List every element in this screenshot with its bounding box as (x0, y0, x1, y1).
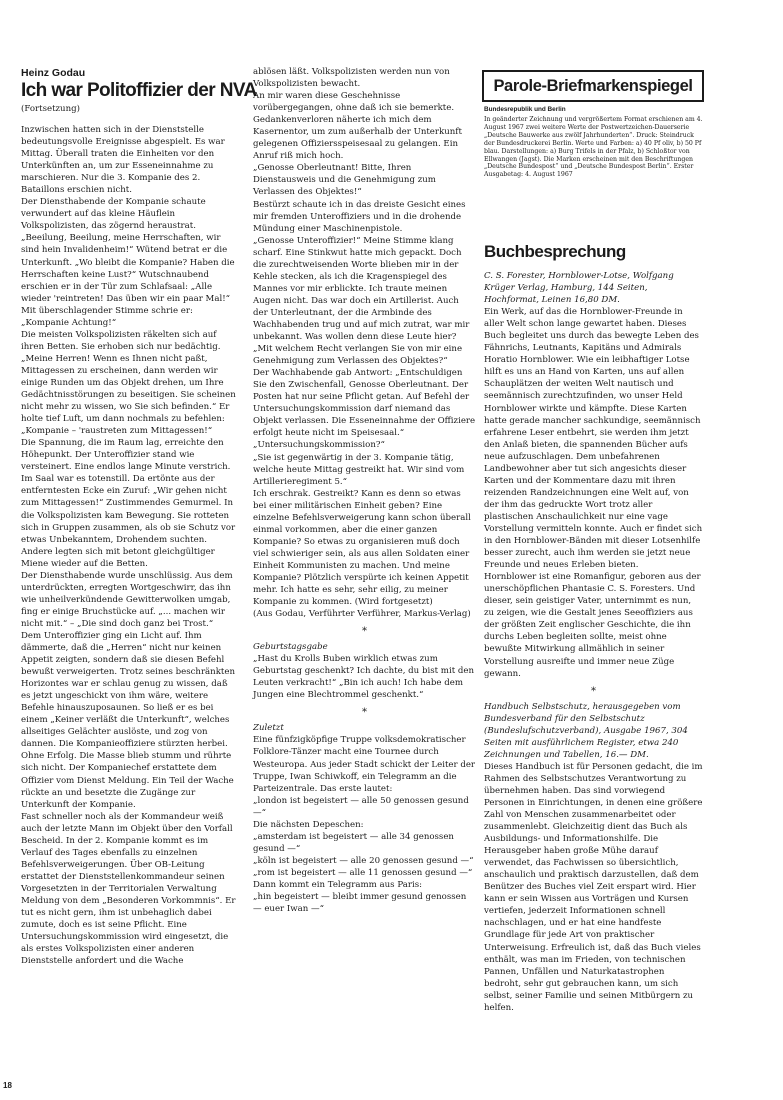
page-number: 18 (3, 1081, 12, 1090)
article-paragraph: ablösen läßt. Volkspolizisten werden nun von Volkspolizisten bewacht. (253, 67, 450, 90)
article-paragraph: Fast schneller noch als der Kommandeur weiß auch der letzte Mann im Objekt über den Vorfall Bescheid. In der 2. Kompanie kommt es im Verlauf des Tages ebenfalls zu einzelnen Befehlsverweigerungen. Über OB-Leitung erstattet der Dienststellenkommandeur seinen Vorgesetzten in der Territorialen Verwaltung Meldung von dem „Besonderen Vorkommnis“. Er tut es nicht gern, ihm ist unbehaglich dabei zumute, doch es ist seine Pflicht. Eine Untersuchungskommission wird eingesetzt, die als erstes Volkspolizisten einer anderen Dienststelle anfordert und die Wache (21, 811, 236, 967)
stamps-text: In geänderter Zeichnung und vergrößertem Format erschienen am 4. August 1967 zwei weitere Werte der Postwertzeichen-Dauerserie „Deutsche Bauwerke aus zwölf Jahrhunderten“. Druck: Steindruck der Bundesdruckerei Berlin. Werte und Farben: a) 40 Pf oliv, b) 50 Pf blau. Darstellungen: a) Burg Trifels in der Pfalz, b) Schloßtor von Ellwangen (Jagst). Die Marken erscheinen mit den Beschriftungen „Deutsche Bundespost“ und „Deutsche Bundespost Berlin“. Erster Ausgabetag: 4. August 1967 (484, 116, 703, 179)
article-title: Ich war Politoffizier der NVA (21, 80, 257, 101)
stamps-subtitle: Bundesrepublik und Berlin (484, 106, 566, 113)
last-text: „rom ist begeistert — alle 11 genossen gesund —“ (253, 867, 473, 878)
article-source: (Aus Godau, Verführter Verführer, Markus-Verlag) (253, 609, 471, 620)
article-paragraph: Die Spannung, die im Raum lag, erreichte den Höhepunkt. Der Unteroffizier stand wie versteinert. Eine endlos lange Minute verstrich. Im Saal war es totenstill. Da ertönte aus der entferntesten Ecke ein Zuruf: „Wir gehen nicht zum Mittagessen!“ Zustimmendes Gemurmel. In die Volkspolizisten kam Bewegung. Sie rotteten sich in Gruppen zusammen, als ob sie Schutz vor etwas Unbekanntem, Drohendem suchten. Andere legten sich mit betont gleichgültiger Miene wieder auf die Betten. (21, 438, 236, 569)
review-paragraph: Dieses Handbuch ist für Personen gedacht, die im Rahmen des Selbstschutzes Verantwortung zu übernehmen haben. Das sind vorwiegend Personen in Einrichtungen, in denen eine größere Zahl von Menschen zusammenarbeitet oder zusammenlebt. Gleichzeitig dient das Buch als Ausbildungs- und Informationshilfe. Die Herausgeber haben große Mühe darauf verwendet, das Fachwissen so übersichtlich, anschaulich und praktisch darzustellen, daß dem Benützer des Buches viel Zeit erspart wird. Hier kann er sein Wissen aus Vorträgen und Kursen vertiefen, jederzeit Informationen schnell nachschlagen, und er hat eine handfeste Grundlage für jede Art von praktischer Unterweisung. Erfreulich ist, daß das Buch vieles enthält, was man im Frieden, von technischen Pannen, Unfällen und Naturkatastrophen bedroht, sehr gut gebrauchen kann, um sich selbst, seiner Familie und seinen Mitbürgern zu helfen. (484, 761, 703, 1013)
article-paragraph: „Sie ist gegenwärtig in der 3. Kompanie tätig, welche heute Mittag gestreikt hat. Wir sind vom Artillerieregiment 5.“ (253, 452, 465, 487)
article-paragraph: „Genosse Oberleutnant! Bitte, Ihren Dienstausweis und die Genehmigung zum Verlassen des Objektes!“ (253, 163, 436, 198)
last-text: Eine fünfzigköpfige Truppe volksdemokratischer Folklore-Tänzer macht eine Tournee durch Westeuropa. Aus jeder Stadt schickt der Leiter der Truppe, Iwan Schiwkoff, ein Telegramm an die Parteizentrale. Das erste lautet: (253, 735, 476, 794)
last-heading: Zuletzt (253, 723, 284, 734)
birthday-text: „Hast du Krolls Buben wirklich etwas zum Geburtstag geschenkt? Ich dachte, du bist mit den Leuten verkracht!“ „Bin ich auch! Ich habe dem Jungen eine Blechtrommel geschenkt.“ (253, 654, 474, 701)
last-text: „amsterdam ist begeistert — alle 34 genossen gesund —“ (253, 831, 454, 854)
last-text: „hin begeistert — bleibt immer gesund genossen — euer Iwan —“ (253, 892, 467, 915)
article-paragraph: Der Diensthabende der Kompanie schaute verwundert auf das kleine Häuflein Volkspolizisten, das zögernd heraustrat. „Beeilung, Beeilung, meine Herrschaften, wir sind hein Invalidenheim!“ Wütend betrat er die Unterkunft. „Wo bleibt die Kompanie? Haben die Herrschaften keine Lust?“ Wutschnaubend erschien er in der Tür zum Schlafsaal: „Alle wieder 'reintreten! Das üben wir ein paar Mal!“ Mit überschlagender Stimme schrie er: „Kompanie Achtung!“ (21, 197, 235, 328)
article-column-1 (21, 124, 239, 967)
book-reference: C. S. Forester, Hornblower-Lotse, Wolfgang Krüger Verlag, Hamburg, 144 Seiten, Hochformat, Leinen 16,80 DM. (484, 271, 674, 306)
separator-star: * (591, 685, 596, 697)
article-paragraph: Inzwischen hatten sich in der Dienststelle bedeutungsvolle Ereignisse abgespielt. Es war Mittag. Überall traten die Einheiten vor den Unterkünften an, um zur Esseneinnahme zu marschieren. Nur die 3. Kompanie des 2. Bataillons erschien nicht. (21, 125, 225, 196)
article-paragraph: Ich erschrak. Gestreikt? Kann es denn so etwas bei einer militärischen Einheit geben? Eine einzelne Befehlsverweigerung kann schon überall einmal vorkommen, aber die einer ganzen Kompanie? So etwas zu organisieren muß doch viel schwieriger sein, als aus allen Soldaten einer Einheit Kommunisten zu machen. Und meine Kompanie? Plötzlich verspürte ich keinen Appetit mehr. Ich hatte es sehr, sehr eilig, zu meiner Kompanie zu kommen. (Wird fortgesetzt) (253, 488, 471, 608)
article-author: Heinz Godau (21, 67, 86, 79)
article-paragraph: „Untersuchungskommission?“ (253, 440, 385, 451)
birthday-heading: Geburtstagsgabe (253, 642, 328, 653)
book-reference: Handbuch Selbstschutz, herausgegeben vom Bundesverband für den Selbstschutz (Bundeslufschutzverband), Ausgabe 1967, 304 Seiten mit ausführlichem Register, etwa 240 Zeichnungen und Tabellen, 16.— DM. (484, 701, 688, 760)
review-column (484, 270, 703, 1014)
review-heading: Buchbesprechung (484, 242, 626, 261)
separator-star: * (362, 707, 367, 719)
review-paragraph: Hornblower ist eine Romanfigur, geboren aus der unerschöpflichen Phantasie C. S. Foresters. Und dieser, sein geistiger Vater, unternimmt es nun, zu zeigen, wie die Gestalt jenes Seeoffiziers aus der größten Zeit englischer Geschichte, die ihn durchs Leben begleiten sollte, meist ohne bewußte Mitwirkung allmählich in seiner Vorstellung ausreifte und immer neue Züge gewann. (484, 572, 701, 679)
article-paragraph: Der Diensthabende wurde unschlüssig. Aus dem unterdrückten, erregten Wortgeschwirr, das ihn wie unheilverkündende Gewitterwolken umgab, fing er einige Bruchstücke auf. „... machen wir nicht mit.“ – „Die sind doch ganz bei Trost.“ (21, 570, 233, 629)
article-paragraph: Die meisten Volkspolizisten räkelten sich auf ihren Betten. Sie erhoben sich nur bedächtig. „Meine Herren! Wenn es Ihnen nicht paßt, Mittagessen zu erscheinen, dann werden wir einige Runden um das Objekt drehen, um Ihre Gedächtnisstörungen zu beseitigen. Sie scheinen nicht mehr zu wissen, wo Sie sich befinden.“ Er holte tief Luft, um dann nochmals zu befehlen: „Kompanie – 'raustreten zum Mittagessen!“ (21, 329, 236, 437)
article-continuation: (Fortsetzung) (21, 104, 80, 114)
article-paragraph: An mir waren diese Geschehnisse vorübergegangen, ohne daß ich sie bemerkte. Gedankenverloren näherte ich mich dem Kasernentor, um zum außerhalb der Unterkunft gelegenen Offiziersspeisesaal zu gelangen. Ein Anruf riß mich hoch. (253, 91, 462, 162)
last-text: „london ist begeistert — alle 50 genossen gesund —“ (253, 795, 469, 818)
review-paragraph: Ein Werk, auf das die Hornblower-Freunde in aller Welt schon lange gewartet haben. Dieses Buch begleitet uns durch das bewegte Leben des Fähnrichs, Leutnants, Kapitäns und Admirals Horatio Hornblower. Wie ein leibhaftiger Lotse hilft es uns an Hand von Karten, uns auf allen Schauplätzen der weiten Welt nautisch und seemännisch zurechtzufinden, wo unser Held Hornblower wirkte und kämpfte. Diese Karten hatte gerade mancher sachkundige, seemännisch erfahrene Leser entbehrt, sie werden ihm jetzt den Anlaß bieten, die spannenden Bücher aufs neue aufzuschlagen. Dem unbefahrenen Landbewohner aber tut sich angesichts dieser Karten und der Kommentare dazu mit ihren reizenden Randzeichnungen eine Welt auf, von der ihm das gedruckte Wort trotz aller plastischen Anschaulichkeit nur eine vage Vorstellung vermitteln konnte. Auch er findet sich in den Hornblower-Bänden mit dieser Lotsenhilfe besser zurecht, auch ihm werden sie jetzt neue Freunde und neues Erleben bieten. (484, 307, 703, 571)
article-paragraph: Bestürzt schaute ich in das dreiste Gesicht eines mir fremden Unteroffiziers und in die drohende Mündung einer Maschinenpistole. (253, 199, 466, 234)
last-text: Die nächsten Depeschen: (253, 819, 364, 830)
last-text: „köln ist begeistert — alle 20 genossen gesund —“ (253, 855, 474, 866)
article-paragraph: „Genosse Unteroffizier!“ Meine Stimme klang scharf. Eine Stinkwut hatte mich gepackt. Doch die zurechtweisenden Worte blieben mir in der Kehle stecken, als ich die Kragenspiegel des Mannes vor mir erblickte. Ich traute meinen Augen nicht. Das war doch ein Artillerist. Auch der Unterleutnant, der die Armbinde des Wachhabenden trug und auf mich zutrat, war mir unbekannt. Was wollen denn diese Leute hier? (253, 235, 470, 343)
stamps-heading: Parole-Briefmarkenspiegel (482, 70, 704, 102)
article-column-2 (253, 66, 476, 915)
article-paragraph: Dem Unteroffizier ging ein Licht auf. Ihm dämmerte, daß die „Herren“ nicht nur keinen Appetit zeigten, sondern daß sie diesen Befehl bewußt verweigerten. Trotz seines beschränkten Horizontes war er schlau genug zu wissen, daß es jetzt ungeschickt von ihm wäre, weitere Befehle hinauszuposaunen. So ließ er es bei einem „Keiner verläßt die Unterkunft“, welches allseitiges Gelächter auslöste, und zog von dannen. Die Kompanieoffiziere stürzten herbei. Ohne Erfolg. Die Masse blieb stumm und rührte sich nicht. Der Kompaniechef erstattete dem Offizier vom Dienst Meldung. Ein Teil der Wache rückte an und besetzte die Zugänge zur Unterkunft der Kompanie. (21, 630, 236, 810)
last-text: Dann kommt ein Telegramm aus Paris: (253, 880, 423, 890)
article-paragraph: Der Wachhabende gab Antwort: „Entschuldigen Sie den Zwischenfall, Genosse Oberleutnant. Der Posten hat nur seine Pflicht getan. Auf Befehl der Untersuchungskommission darf niemand das Objekt verlassen. Die Esseneinnahme der Offiziere erfolgt heute nicht im Speisesaal.“ (253, 368, 476, 439)
separator-star: * (362, 626, 367, 638)
article-paragraph: „Mit welchem Recht verlangen Sie von mir eine Genehmigung zum Verlassen des Objektes?“ (253, 344, 463, 367)
